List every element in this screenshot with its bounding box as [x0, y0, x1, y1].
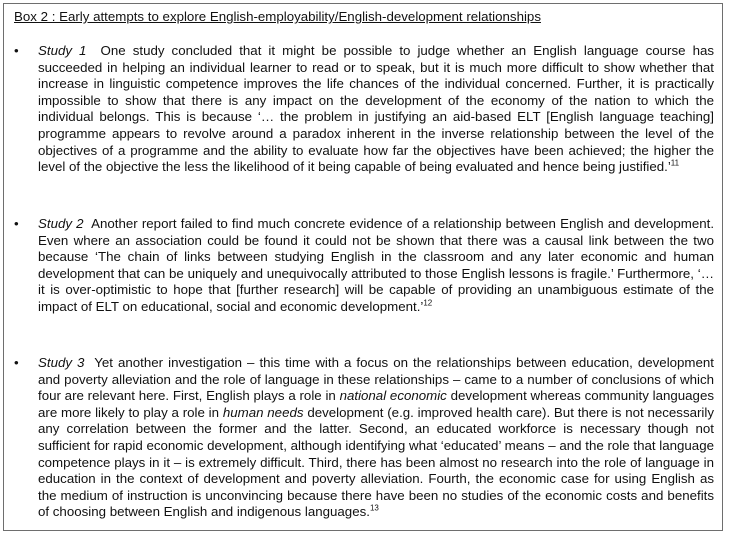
study-2-item: [14, 216, 714, 316]
footnote-ref-11: 11: [670, 158, 680, 168]
study-3-body-a: Yet another investigation – this time with a focus on the relationships between education, development and poverty alleviation and the role of language in these relationships – came to a number of conclusions of which four are relevant here. First, English plays a role in: [38, 355, 714, 404]
study-1-label: Study 1: [38, 43, 87, 58]
box-title: Box 2 : Early attempts to explore English-employability/English-development relationships: [14, 9, 541, 24]
study-2-label: Study 2: [38, 216, 84, 231]
study-3-emphasis-a: national economic: [339, 388, 447, 404]
study-3-item: [14, 355, 714, 521]
study-3-label: Study 3: [38, 355, 85, 370]
footnote-ref-12: 12: [423, 298, 433, 308]
study-3-emphasis-b: human needs: [222, 404, 304, 420]
study-1-body: One study concluded that it might be possible to judge whether an English language course has succeeded in helping an individual learner to read or to speak, but it is much more difficult to show whether that increase in linguistic competence improves the life chances of the individual concerned. Further, it is practically impossible to show that there is any impact on the development of the economy of the nation to which the individual belongs. This is because ‘… the problem in justifying an aid-based ELT [English language teaching] programme appears to revolve around a paradox inherent in the inverse relationship between the level of the objectives of a programme and the ability to evaluate how far the objectives have been achieved; the higher the level of the objective the less the likelihood of it being capable of being evaluated and hence being justified.’: [38, 43, 715, 175]
study-1-text: [38, 43, 714, 176]
study-3-text: [38, 355, 714, 521]
study-3-body-b: development whereas community languages are more likely to play a role in: [38, 388, 714, 420]
study-3-body-c: development (e.g. improved health care). But there is not necessarily any correlation between the former and the latter. Second, an educated workforce is necessary though not sufficient for rapid economic development, although identifying what ‘educated’ means – and the role that language competence plays in it – is extremely difficult. Third, there has been almost no research into the role of language in education in the context of development and poverty alleviation. Fourth, the economic case for using English as the medium of instruction is unconvincing because there have been no studies of the economic costs and benefits of choosing between English and indigenous languages.: [38, 404, 714, 520]
study-1-item: [14, 43, 714, 176]
study-2-text: [38, 216, 714, 316]
text-box: [3, 3, 723, 531]
footnote-ref-13: 13: [369, 503, 379, 513]
bullet: •: [14, 43, 19, 58]
study-2-body: Another report failed to find much concrete evidence of a relationship between English and development. Even where an association could be found it could not be shown that there was a causal link between the two because ‘The chain of links between studying English in the classroom and any later economic and human development that can be uniquely and unequivocally attributed to those English lessons is fragile.’ Furthermore, ‘… it is over-optimistic to hope that [further research] will be capable of providing an unambiguous estimate of the impact of ELT on educational, social and economic development.’: [38, 216, 715, 314]
bullet: •: [14, 355, 19, 370]
bullet: •: [14, 216, 19, 231]
